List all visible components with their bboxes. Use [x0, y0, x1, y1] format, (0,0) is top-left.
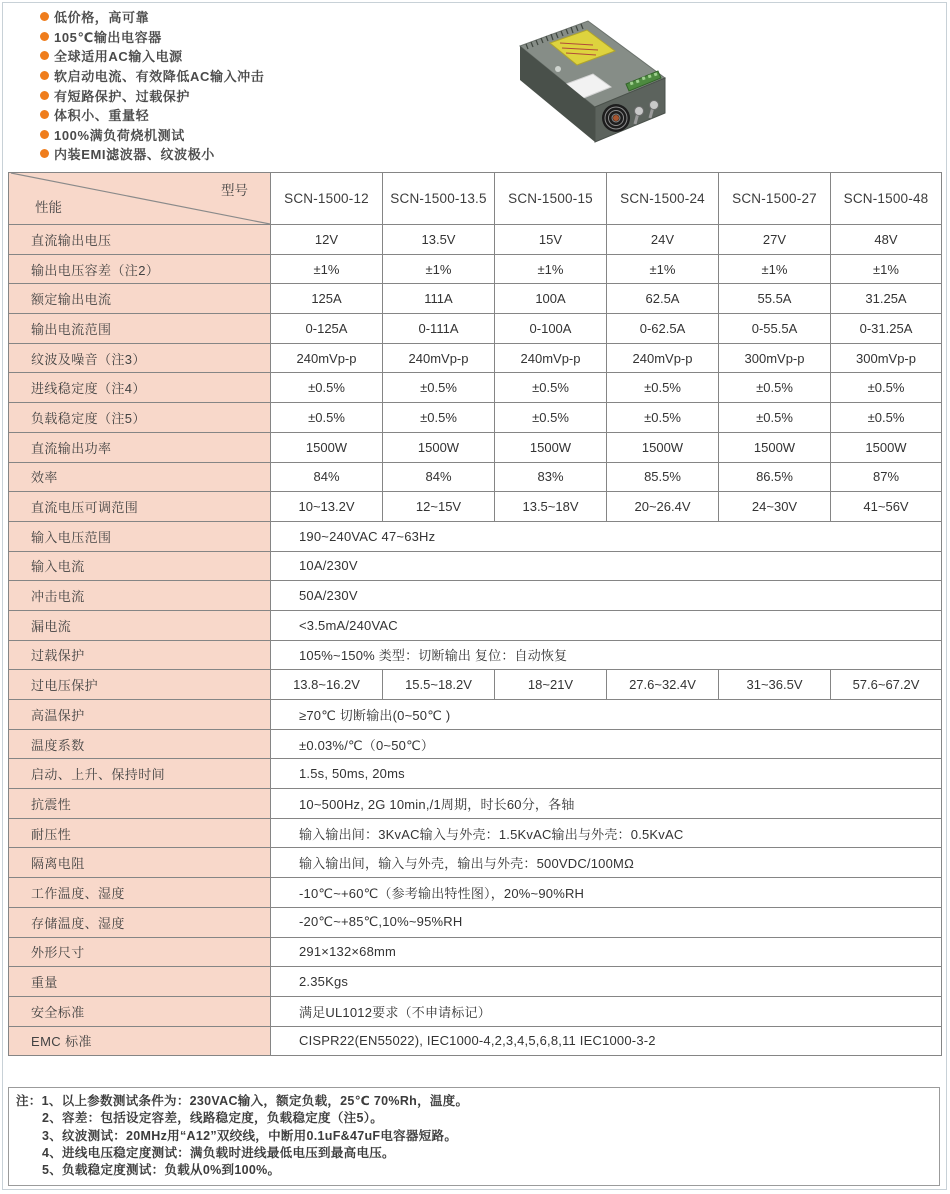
spec-cell: 84%: [383, 462, 495, 492]
spec-row: [9, 284, 942, 314]
spec-cell-span: 291×132×68mm: [271, 937, 942, 967]
feature-item: [40, 27, 264, 47]
feature-item: [40, 85, 264, 105]
table-header-row: [9, 173, 942, 225]
product-photo: [498, 12, 690, 162]
spec-row-label: 直流输出电压: [9, 225, 271, 255]
model-header: SCN-1500-24: [607, 173, 719, 225]
spec-cell: 0-31.25A: [831, 314, 942, 344]
spec-row-label: 纹波及噪音（注3）: [9, 343, 271, 373]
model-header: SCN-1500-48: [831, 173, 942, 225]
spec-cell: 0-125A: [271, 314, 383, 344]
spec-cell: 125A: [271, 284, 383, 314]
spec-cell: 1500W: [383, 432, 495, 462]
spec-cell: 31~36.5V: [719, 670, 831, 700]
note-prefix: 注：: [16, 1094, 42, 1108]
spec-row-label: 耐压性: [9, 818, 271, 848]
spec-row: [9, 462, 942, 492]
spec-row: [9, 610, 942, 640]
spec-row: [9, 403, 942, 433]
spec-cell: 10~13.2V: [271, 492, 383, 522]
feature-text: 内装EMI滤波器、纹波极小: [54, 147, 215, 163]
feature-text: 有短路保护、过载保护: [54, 88, 191, 104]
spec-row-label: 隔离电阻: [9, 848, 271, 878]
spec-row: [9, 314, 942, 344]
spec-row: [9, 551, 942, 581]
spec-cell: 31.25A: [831, 284, 942, 314]
spec-row: [9, 907, 942, 937]
spec-row-label: 负载稳定度（注5）: [9, 403, 271, 433]
spec-cell: 111A: [383, 284, 495, 314]
spec-cell-span: <3.5mA/240VAC: [271, 610, 942, 640]
spec-row: [9, 521, 942, 551]
spec-row-label: 温度系数: [9, 729, 271, 759]
spec-row-label: 高温保护: [9, 700, 271, 730]
spec-row-label: 直流电压可调范围: [9, 492, 271, 522]
spec-cell: ±0.5%: [383, 403, 495, 433]
feature-text: 全球适用AC输入电源: [54, 49, 183, 65]
model-header: SCN-1500-27: [719, 173, 831, 225]
spec-cell: ±0.5%: [383, 373, 495, 403]
spec-row: [9, 996, 942, 1026]
spec-row: [9, 818, 942, 848]
spec-cell-span: 10A/230V: [271, 551, 942, 581]
spec-cell-span: ≥70℃ 切断输出(0~50℃ ): [271, 700, 942, 730]
spec-cell: 86.5%: [719, 462, 831, 492]
spec-row: [9, 432, 942, 462]
note-line: 5、负载稳定度测试：负载从0%到100%。: [42, 1163, 281, 1178]
spec-cell: 0-111A: [383, 314, 495, 344]
spec-row: [9, 967, 942, 997]
spec-cell: 240mVp-p: [271, 343, 383, 373]
spec-cell: 20~26.4V: [607, 492, 719, 522]
note-line: 3、纹波测试：20MHz用“A12”双绞线，中断用0.1uF&47uF电容器短路。: [42, 1128, 458, 1143]
bullet-icon: [40, 110, 49, 119]
feature-text: 体积小、重量轻: [54, 108, 150, 124]
spec-cell-span: ±0.03%/℃（0~50℃）: [271, 729, 942, 759]
spec-cell: 12~15V: [383, 492, 495, 522]
spec-cell: 300mVp-p: [831, 343, 942, 373]
spec-row: [9, 700, 942, 730]
spec-row: [9, 878, 942, 908]
note-line: 2、容差：包括设定容差，线路稳定度，负载稳定度（注5）。: [42, 1111, 384, 1126]
spec-cell: ±1%: [607, 254, 719, 284]
spec-cell: ±0.5%: [607, 403, 719, 433]
bullet-icon: [40, 149, 49, 158]
bullet-icon: [40, 51, 49, 60]
spec-cell-span: CISPR22(EN55022), IEC1000-4,2,3,4,5,6,8,11 IEC1000-3-2: [271, 1026, 942, 1056]
spec-cell-span: 10~500Hz, 2G 10min,/1周期，时长60分，各轴: [271, 789, 942, 819]
spec-cell: 15.5~18.2V: [383, 670, 495, 700]
spec-row-label: 抗震性: [9, 789, 271, 819]
feature-text: 100%满负荷烧机测试: [54, 127, 185, 143]
spec-cell: 1500W: [719, 432, 831, 462]
spec-cell: 0-100A: [495, 314, 607, 344]
spec-cell: 27.6~32.4V: [607, 670, 719, 700]
spec-row: [9, 225, 942, 255]
spec-row: [9, 581, 942, 611]
feature-item: [40, 46, 264, 66]
feature-item: [40, 144, 264, 164]
spec-cell: 13.8~16.2V: [271, 670, 383, 700]
spec-cell-span: 输入输出间：3KvAC输入与外壳：1.5KvAC输出与外壳：0.5KvAC: [271, 818, 942, 848]
spec-cell: 1500W: [271, 432, 383, 462]
spec-row-label: 进线稳定度（注4）: [9, 373, 271, 403]
spec-cell: ±0.5%: [719, 373, 831, 403]
spec-cell: 57.6~67.2V: [831, 670, 942, 700]
spec-cell-span: 1.5s, 50ms, 20ms: [271, 759, 942, 789]
spec-row: [9, 254, 942, 284]
spec-cell: 24~30V: [719, 492, 831, 522]
notes-box: [8, 1087, 940, 1186]
spec-row: [9, 670, 942, 700]
spec-cell-span: 50A/230V: [271, 581, 942, 611]
spec-row: [9, 492, 942, 522]
spec-row-label: 工作温度、湿度: [9, 878, 271, 908]
spec-cell: 1500W: [831, 432, 942, 462]
spec-row-label: 输入电流: [9, 551, 271, 581]
spec-cell: ±0.5%: [495, 403, 607, 433]
spec-row-label: 重量: [9, 967, 271, 997]
spec-cell-span: -10℃~+60℃（参考输出特性图），20%~90%RH: [271, 878, 942, 908]
spec-cell-span: 105%~150% 类型：切断输出 复位：自动恢复: [271, 640, 942, 670]
spec-row: [9, 729, 942, 759]
bullet-icon: [40, 71, 49, 80]
spec-cell: 12V: [271, 225, 383, 255]
spec-cell: 240mVp-p: [383, 343, 495, 373]
spec-cell: ±1%: [495, 254, 607, 284]
spec-cell: ±0.5%: [271, 373, 383, 403]
bullet-icon: [40, 32, 49, 41]
corner-label-performance: 性能: [35, 200, 62, 215]
feature-item: [40, 105, 264, 125]
bullet-icon: [40, 12, 49, 21]
spec-row: [9, 343, 942, 373]
spec-cell: 1500W: [607, 432, 719, 462]
spec-cell: ±1%: [383, 254, 495, 284]
corner-label-model: 型号: [221, 183, 248, 198]
spec-cell: 84%: [271, 462, 383, 492]
feature-text: 105℃输出电容器: [54, 29, 162, 45]
spec-cell: 87%: [831, 462, 942, 492]
spec-row-label: 额定输出电流: [9, 284, 271, 314]
spec-cell: 41~56V: [831, 492, 942, 522]
spec-row: [9, 789, 942, 819]
spec-cell: 15V: [495, 225, 607, 255]
spec-cell-span: -20℃~+85℃,10%~95%RH: [271, 907, 942, 937]
spec-row: [9, 640, 942, 670]
spec-cell: 1500W: [495, 432, 607, 462]
spec-row-label: 安全标准: [9, 996, 271, 1026]
spec-row-label: 效率: [9, 462, 271, 492]
spec-row-label: 过电压保护: [9, 670, 271, 700]
spec-cell: 85.5%: [607, 462, 719, 492]
model-header: SCN-1500-15: [495, 173, 607, 225]
spec-cell: ±0.5%: [719, 403, 831, 433]
spec-cell: 55.5A: [719, 284, 831, 314]
model-header: SCN-1500-12: [271, 173, 383, 225]
spec-cell: 48V: [831, 225, 942, 255]
spec-cell: 0-55.5A: [719, 314, 831, 344]
spec-cell-span: 2.35Kgs: [271, 967, 942, 997]
feature-list: [40, 7, 264, 164]
spec-row-label: 过载保护: [9, 640, 271, 670]
spec-row: [9, 848, 942, 878]
spec-row-label: 直流输出功率: [9, 432, 271, 462]
spec-cell: 0-62.5A: [607, 314, 719, 344]
spec-cell: ±0.5%: [831, 373, 942, 403]
spec-cell: ±1%: [719, 254, 831, 284]
spec-cell: 83%: [495, 462, 607, 492]
spec-cell: ±0.5%: [831, 403, 942, 433]
feature-item: [40, 66, 264, 86]
model-header: SCN-1500-13.5: [383, 173, 495, 225]
spec-cell: 18~21V: [495, 670, 607, 700]
spec-row: [9, 937, 942, 967]
spec-cell-span: 输入输出间，输入与外壳，输出与外壳：500VDC/100MΩ: [271, 848, 942, 878]
feature-item: [40, 7, 264, 27]
spec-row-label: 输出电流范围: [9, 314, 271, 344]
table-corner-cell: [9, 173, 271, 225]
spec-row-label: 输入电压范围: [9, 521, 271, 551]
spec-cell: ±1%: [831, 254, 942, 284]
feature-text: 软启动电流、有效降低AC输入冲击: [54, 69, 265, 85]
spec-cell: ±0.5%: [495, 373, 607, 403]
spec-cell-span: 满足UL1012要求（不申请标记）: [271, 996, 942, 1026]
spec-cell: 240mVp-p: [607, 343, 719, 373]
spec-row-label: EMC 标准: [9, 1026, 271, 1056]
feature-text: 低价格，高可靠: [54, 10, 150, 26]
spec-cell: 240mVp-p: [495, 343, 607, 373]
spec-row: [9, 759, 942, 789]
spec-row-label: 输出电压容差（注2）: [9, 254, 271, 284]
spec-cell: ±0.5%: [271, 403, 383, 433]
spec-row: [9, 1026, 942, 1056]
spec-cell: 13.5V: [383, 225, 495, 255]
power-supply-illustration: [498, 12, 690, 162]
bullet-icon: [40, 130, 49, 139]
note-line: 4、进线电压稳定度测试：满负载时进线最低电压到最高电压。: [42, 1145, 395, 1160]
spec-row: [9, 373, 942, 403]
feature-item: [40, 125, 264, 145]
spec-cell: 27V: [719, 225, 831, 255]
spec-cell: 100A: [495, 284, 607, 314]
spec-cell: 24V: [607, 225, 719, 255]
spec-row-label: 冲击电流: [9, 581, 271, 611]
spec-cell: ±1%: [271, 254, 383, 284]
spec-row-label: 启动、上升、保持时间: [9, 759, 271, 789]
spec-cell: 13.5~18V: [495, 492, 607, 522]
spec-row-label: 外形尺寸: [9, 937, 271, 967]
spec-cell: ±0.5%: [607, 373, 719, 403]
spec-cell-span: 190~240VAC 47~63Hz: [271, 521, 942, 551]
note-line: 注：1、以上参数测试条件为：230VAC输入，额定负载，25℃ 70%Rh，温度。: [16, 1094, 469, 1108]
spec-cell: 300mVp-p: [719, 343, 831, 373]
spec-cell: 62.5A: [607, 284, 719, 314]
bullet-icon: [40, 91, 49, 100]
spec-row-label: 存储温度、湿度: [9, 907, 271, 937]
spec-table: [8, 172, 942, 1056]
spec-row-label: 漏电流: [9, 610, 271, 640]
